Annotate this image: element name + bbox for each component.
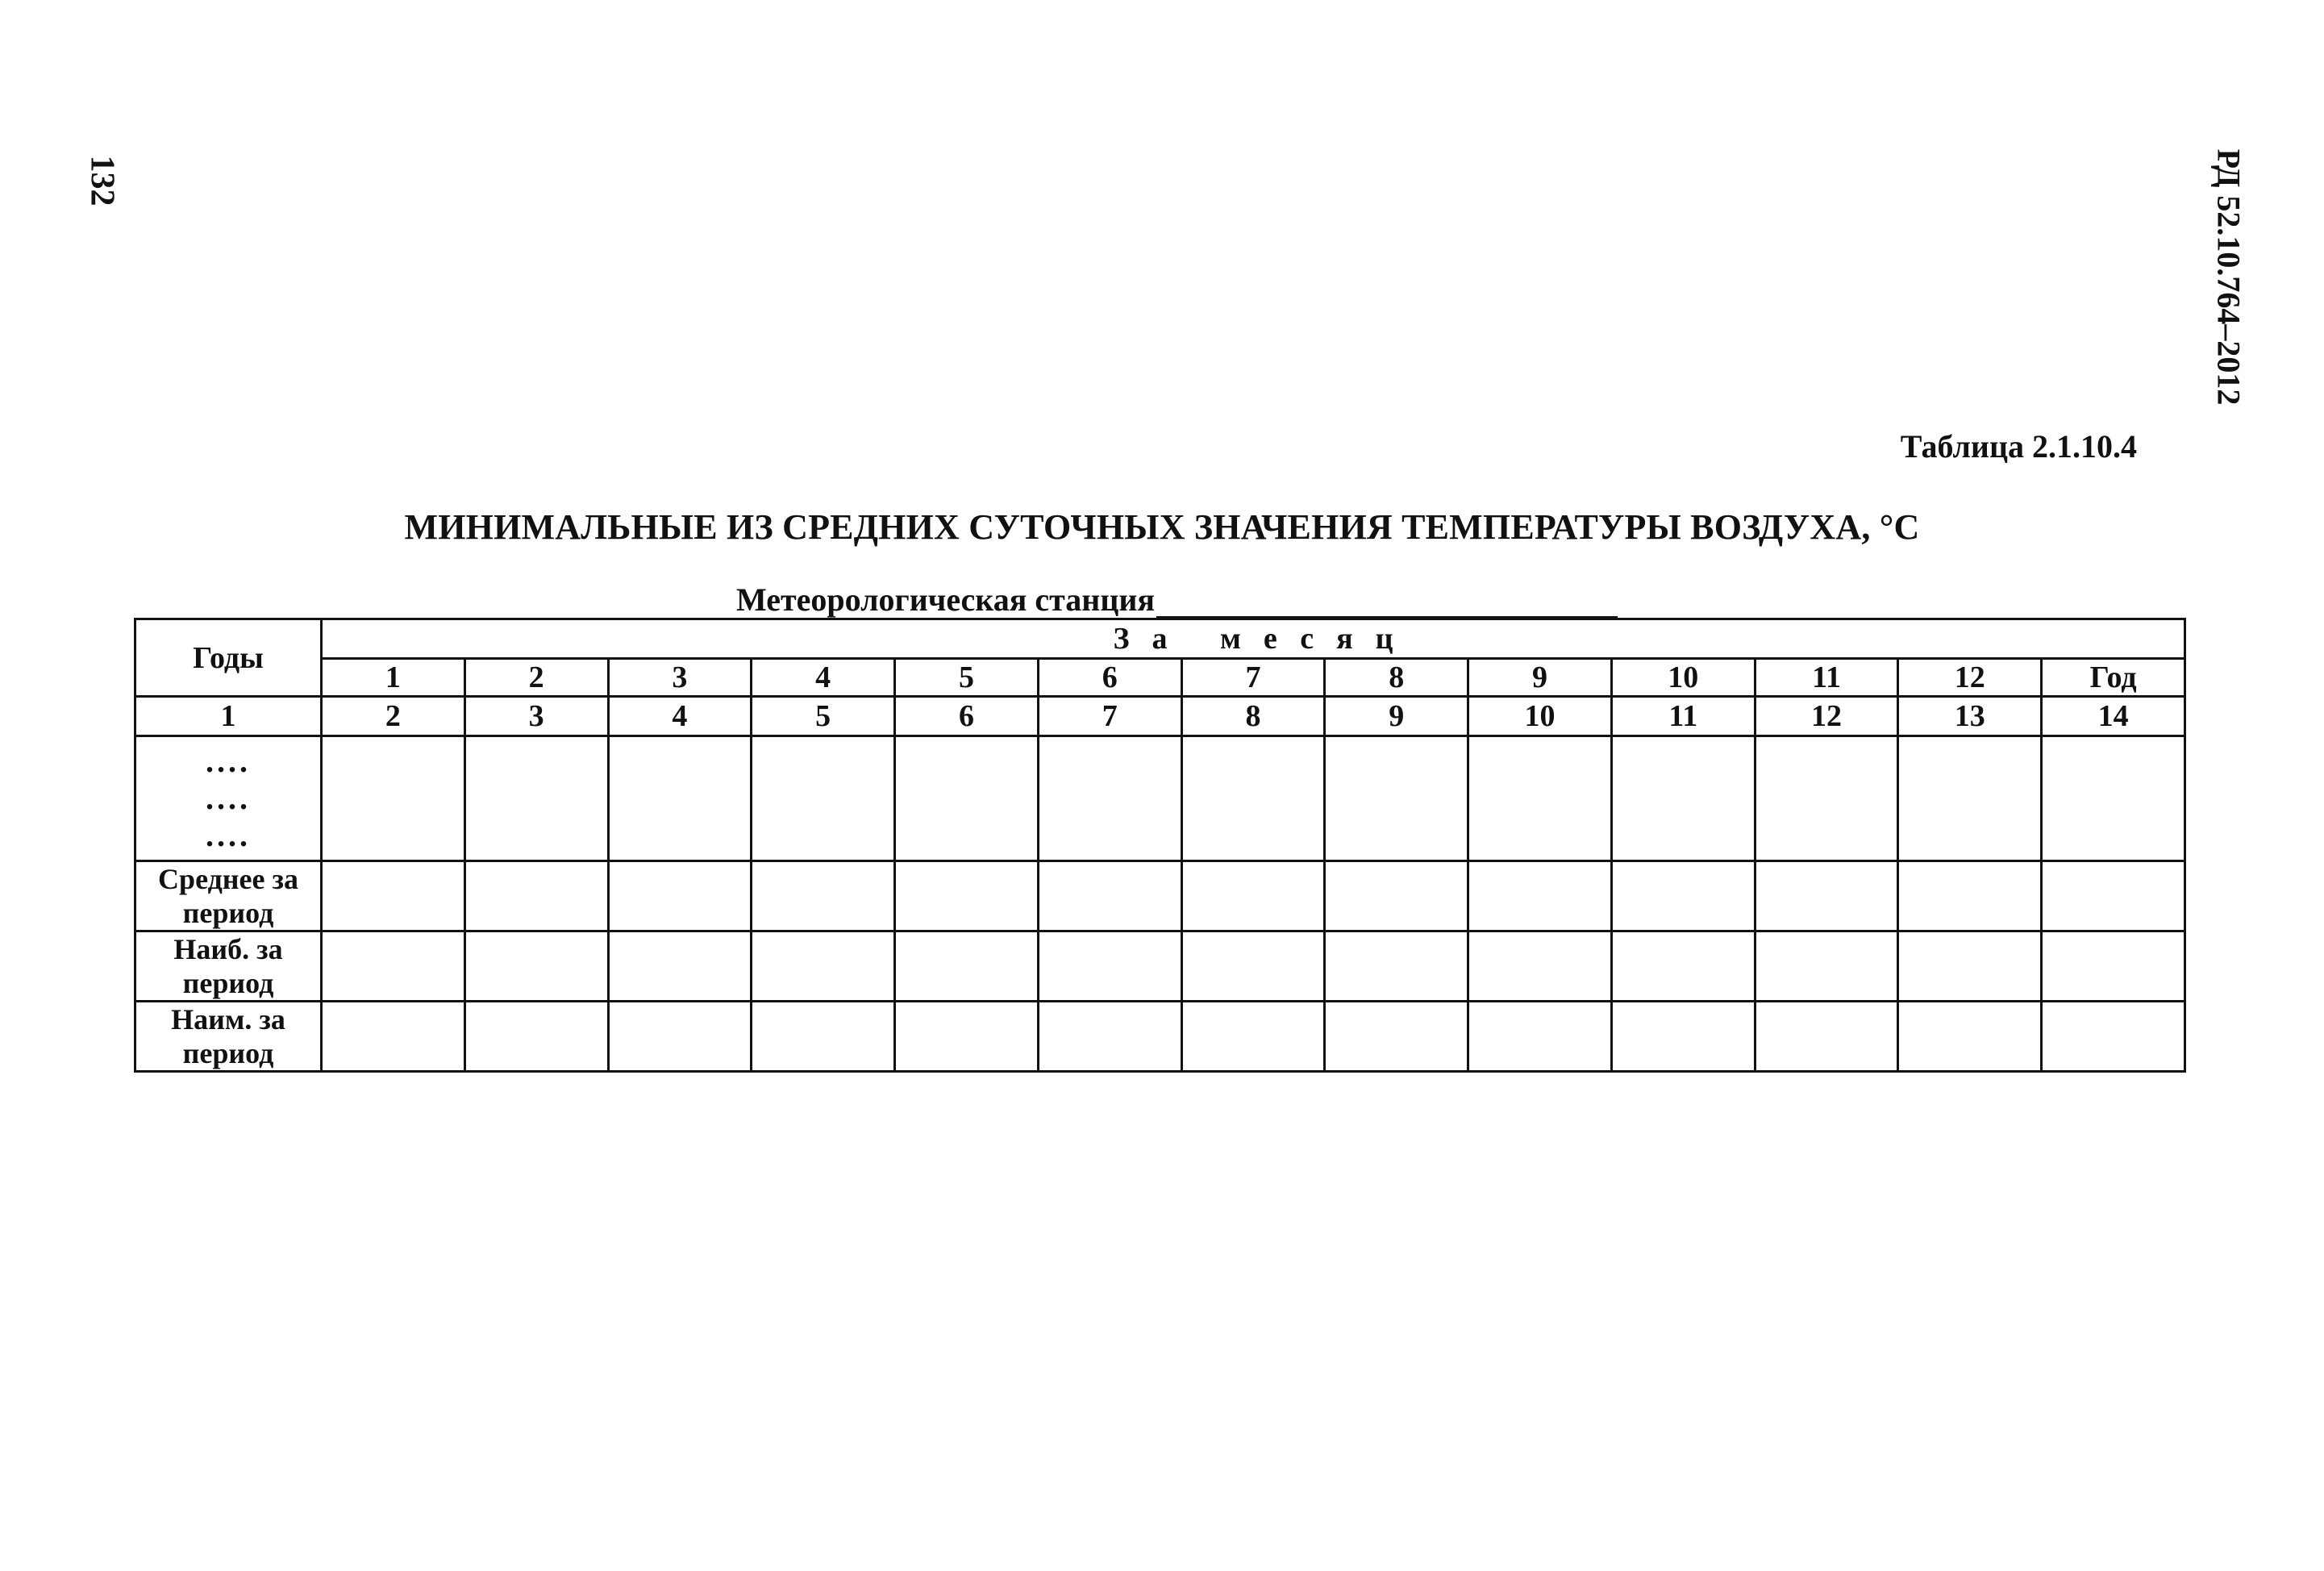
empty-cell [1038,1002,1181,1072]
month-header: 7 [1181,659,1325,697]
years-header: Годы [135,619,322,697]
empty-cell [322,931,465,1002]
empty-cell [1181,1002,1325,1072]
table-row [135,931,2185,1002]
empty-cell [895,931,1039,1002]
empty-cell [2042,736,2185,861]
header-row-group [135,619,2185,659]
empty-cell [464,931,608,1002]
empty-cell [1611,931,1755,1002]
empty-cell [1611,736,1755,861]
column-number: 13 [1898,697,2042,736]
row-label-line: период [182,1037,274,1069]
empty-cell [1325,861,1468,931]
table-row [135,1002,2185,1072]
row-label-line: Наиб. за [173,933,283,965]
column-number: 7 [1038,697,1181,736]
column-number: 11 [1611,697,1755,736]
month-header: 6 [1038,659,1181,697]
month-header: 10 [1611,659,1755,697]
row-label-max [135,931,322,1002]
empty-cell [1468,736,1612,861]
placeholder-dots: .... [206,817,251,853]
empty-cell [608,1002,752,1072]
month-header: 1 [322,659,465,697]
station-blank-line [1156,581,1618,619]
empty-cell [1038,861,1181,931]
empty-cell [1755,931,1898,1002]
empty-cell [2042,1002,2185,1072]
empty-cell [1468,861,1612,931]
empty-cell [1755,1002,1898,1072]
empty-cell [1898,861,2042,931]
empty-cell [895,861,1039,931]
empty-cell [1755,861,1898,931]
empty-cell [464,736,608,861]
month-header: 9 [1468,659,1612,697]
month-header: 11 [1755,659,1898,697]
empty-cell [1611,861,1755,931]
column-number: 14 [2042,697,2185,736]
column-number: 1 [135,697,322,736]
empty-cell [322,736,465,861]
empty-cell [1181,931,1325,1002]
station-field [736,581,1618,619]
row-label-line: период [182,967,274,999]
column-number: 10 [1468,697,1612,736]
empty-cell [1611,1002,1755,1072]
column-number: 9 [1325,697,1468,736]
empty-cell [1898,1002,2042,1072]
empty-cell [1468,931,1612,1002]
placeholder-dots: .... [206,743,251,779]
empty-cell [752,931,895,1002]
column-number: 3 [464,697,608,736]
column-number: 4 [608,697,752,736]
empty-cell [608,736,752,861]
empty-cell [322,861,465,931]
row-label-line: период [182,897,274,929]
empty-cell [464,861,608,931]
row-label-line: Среднее за [158,863,298,895]
empty-cell [752,1002,895,1072]
empty-cell [1468,1002,1612,1072]
row-label-min [135,1002,322,1072]
document-code: РД 52.10.764–2012 [2210,148,2247,406]
month-header: 5 [895,659,1039,697]
empty-cell [1755,736,1898,861]
column-number: 5 [752,697,895,736]
page-number: 132 [83,155,121,206]
empty-cell [1898,931,2042,1002]
table-title: МИНИМАЛЬНЫЕ ИЗ СРЕДНИХ СУТОЧНЫХ ЗНАЧЕНИЯ ТЕМПЕРАТУРЫ ВОЗДУХА, °С [404,507,1920,547]
empty-cell [895,1002,1039,1072]
empty-cell [608,931,752,1002]
column-number: 8 [1181,697,1325,736]
station-label: Метеорологическая станция [736,581,1156,618]
month-header: 12 [1898,659,2042,697]
empty-cell [322,1002,465,1072]
empty-cell [1181,861,1325,931]
month-header: 2 [464,659,608,697]
column-number: 6 [895,697,1039,736]
empty-cell [1325,736,1468,861]
empty-cell [895,736,1039,861]
month-header: 4 [752,659,895,697]
empty-cell [1038,736,1181,861]
month-group-header [322,619,2185,659]
row-label-mean [135,861,322,931]
empty-cell [1898,736,2042,861]
month-header: 3 [608,659,752,697]
header-row-months [135,659,2185,697]
empty-cell [1181,736,1325,861]
empty-cell [2042,931,2185,1002]
empty-cell [752,736,895,861]
column-number: 12 [1755,697,1898,736]
empty-cell [2042,861,2185,931]
empty-cell [752,861,895,931]
table-number: Таблица 2.1.10.4 [1900,428,2137,465]
empty-cell [1325,1002,1468,1072]
column-number: 2 [322,697,465,736]
empty-cell [608,861,752,931]
empty-cell [1325,931,1468,1002]
years-placeholder-cell [135,736,322,861]
month-header: 8 [1325,659,1468,697]
empty-cell [464,1002,608,1072]
row-label-line: Наим. за [171,1003,285,1036]
temperature-table [134,618,2186,1073]
month-group-header-text: За месяц [1113,622,1416,656]
placeholder-dots: .... [206,780,251,816]
year-total-header: Год [2042,659,2185,697]
table-row [135,861,2185,931]
table-row [135,736,2185,861]
column-number-row [135,697,2185,736]
empty-cell [1038,931,1181,1002]
